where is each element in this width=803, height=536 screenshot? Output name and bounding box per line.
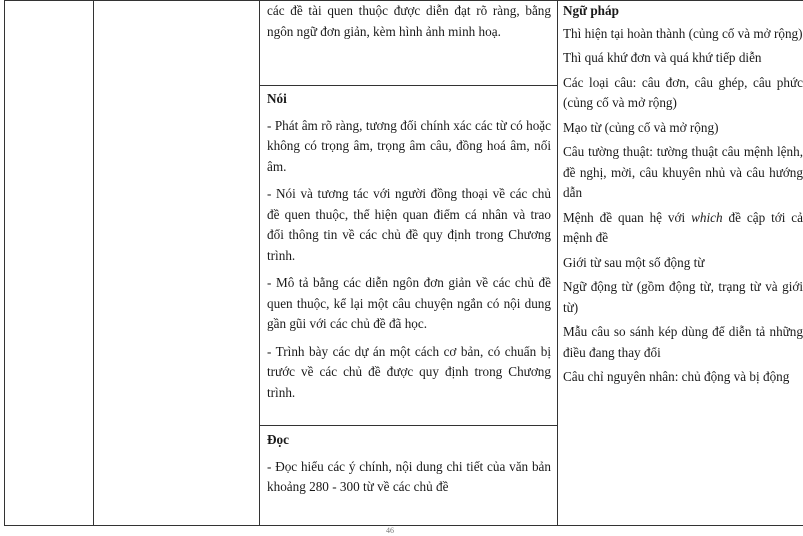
table-row	[5, 1, 803, 526]
continued-text: các đề tài quen thuộc được diễn đạt rõ ràng, bằng ngôn ngữ đơn giản, kèm hình ảnh minh hoạ.	[267, 3, 551, 39]
speaking-item: - Phát âm rõ ràng, tương đối chính xác các từ có hoặc không có trọng âm, trọng âm câu, đồng hoá âm, nối âm.	[267, 117, 551, 174]
which-before: Mệnh đề quan hệ với	[563, 209, 692, 225]
grammar-item: Thì quá khứ đơn và quá khứ tiếp diễn	[563, 50, 762, 65]
grammar-item: Câu chỉ nguyên nhân: chủ động và bị động	[563, 369, 790, 384]
speaking-heading: Nói	[267, 91, 287, 106]
speaking-segment	[260, 86, 557, 426]
empty-cell-2	[94, 1, 260, 526]
speaking-item: - Mô tả bằng các diễn ngôn đơn giản về các chủ đề quen thuộc, kể lại một câu chuyện ngắn có nội dung gần gũi với các chủ đề đã học.	[267, 275, 551, 331]
reading-item: - Đọc hiểu các ý chính, nội dung chi tiết của văn bản khoảng 280 - 300 từ về các chủ đề	[267, 458, 551, 494]
reading-segment	[260, 426, 557, 498]
skills-cell	[260, 1, 558, 526]
grammar-item: Câu tường thuật: tường thuật câu mệnh lệnh, đề nghị, mời, câu khuyên nhủ và câu hướng dẫn	[563, 144, 803, 200]
reading-heading: Đọc	[267, 432, 289, 447]
speaking-item: - Nói và tương tác với người đồng thoại về các chủ đề quen thuộc, thể hiện quan điểm cá nhân và trao đổi thông tin về các chủ đề quy định trong Chương trình.	[267, 186, 551, 263]
continued-segment	[260, 1, 557, 86]
grammar-cell	[558, 1, 803, 526]
empty-cell-1	[5, 1, 94, 526]
which-after: đề cập tới cả mệnh đề	[563, 209, 803, 245]
grammar-item: Các loại câu: câu đơn, câu ghép, câu phức (củng cố và mở rộng)	[563, 74, 803, 110]
speaking-item: - Trình bày các dự án một cách cơ bản, có chuẩn bị trước về các chủ đề được quy định trong Chương trình.	[267, 343, 551, 400]
grammar-item-which	[563, 208, 803, 249]
page-number: 46	[386, 526, 394, 535]
grammar-item: Mẫu câu so sánh kép dùng để diễn tả những điều đang thay đổi	[563, 324, 803, 360]
which-italic: which	[691, 209, 723, 225]
curriculum-table	[4, 0, 803, 526]
grammar-item: Mạo từ (củng cố và mở rộng)	[563, 119, 719, 135]
grammar-item: Thì hiện tại hoàn thành (củng cố và mở rộng)	[563, 25, 803, 41]
grammar-item: Giới từ sau một số động từ	[563, 254, 705, 270]
grammar-item: Ngữ động từ (gồm động từ, trạng từ và giới từ)	[563, 279, 803, 315]
grammar-heading: Ngữ pháp	[563, 3, 619, 18]
